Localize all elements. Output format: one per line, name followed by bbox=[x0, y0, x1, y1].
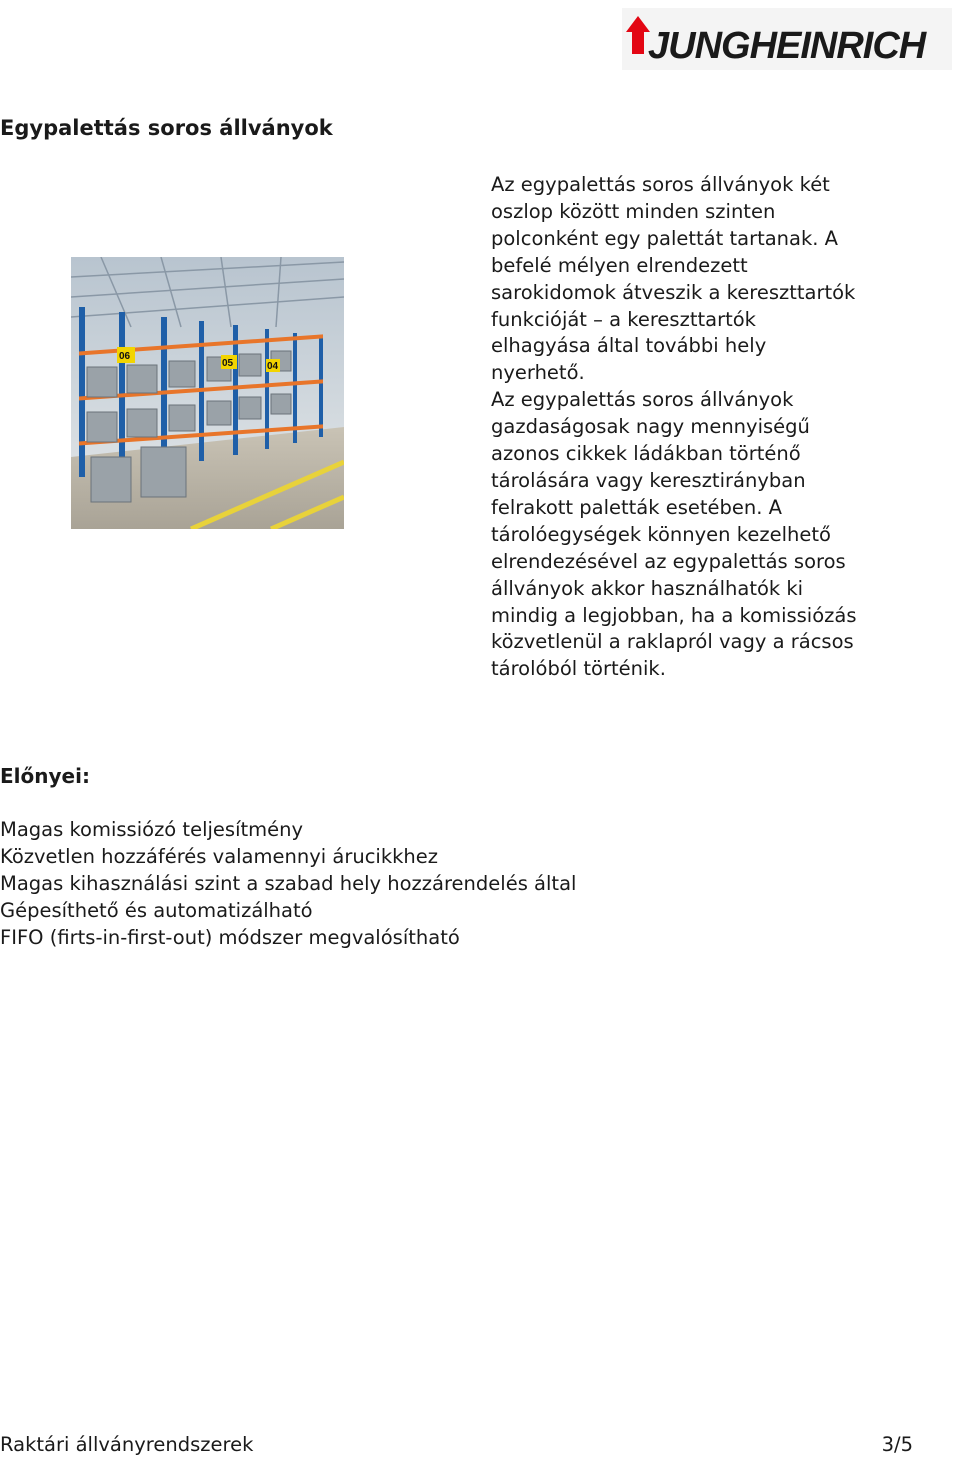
list-item: Gépesíthető és automatizálható bbox=[0, 899, 313, 922]
page-heading: Egypalettás soros állványok bbox=[0, 116, 333, 140]
text-line: gazdaságosak nagy mennyiségű bbox=[491, 415, 810, 439]
rack-label: 04 bbox=[267, 361, 279, 372]
text-line: nyerhető. bbox=[491, 361, 585, 385]
warehouse-rack-photo bbox=[71, 257, 344, 529]
list-item: FIFO (firts-in-first-out) módszer megvalósítható bbox=[0, 926, 460, 949]
list-item: Közvetlen hozzáférés valamennyi árucikkhez bbox=[0, 845, 439, 868]
jungheinrich-logo bbox=[622, 8, 952, 70]
rack-label: 05 bbox=[222, 358, 234, 369]
text-line: tárolóból történik. bbox=[491, 657, 666, 681]
text-line: funkcióját – a kereszttartók bbox=[491, 307, 756, 331]
text-line: oszlop között minden szinten bbox=[491, 199, 776, 223]
description-text bbox=[491, 172, 931, 683]
rack-label: 06 bbox=[119, 351, 131, 362]
advantages-heading: Előnyei: bbox=[0, 764, 90, 788]
text-line: felrakott paletták esetében. A bbox=[491, 495, 783, 519]
logo-text: JUNGHEINRICH bbox=[648, 25, 926, 67]
footer-title: Raktári állványrendszerek bbox=[0, 1433, 254, 1456]
text-line: elhagyása által további hely bbox=[491, 334, 767, 358]
text-line: közvetlenül a raklapról vagy a rácsos bbox=[491, 630, 854, 654]
text-line: mindig a legjobban, ha a komissiózás bbox=[491, 603, 857, 627]
list-item: Magas kihasználási szint a szabad hely hozzárendelés által bbox=[0, 872, 577, 895]
text-line: Az egypalettás soros állványok bbox=[491, 388, 794, 412]
text-line: befelé mélyen elrendezett bbox=[491, 253, 748, 277]
advantages-list bbox=[0, 816, 576, 951]
text-line: sarokidomok átveszik a kereszttartók bbox=[491, 280, 856, 304]
text-line: polconként egy palettát tartanak. A bbox=[491, 226, 839, 250]
text-line: Az egypalettás soros állványok két bbox=[491, 173, 830, 196]
page-number: 3/5 bbox=[881, 1433, 913, 1456]
text-line: elrendezésével az egypalettás soros bbox=[491, 549, 846, 573]
text-line: tárolására vagy keresztirányban bbox=[491, 468, 806, 492]
text-line: azonos cikkek ládákban történő bbox=[491, 442, 801, 466]
list-item: Magas komissiózó teljesítmény bbox=[0, 818, 304, 841]
text-line: állványok akkor használhatók ki bbox=[491, 576, 804, 600]
text-line: tárolóegységek könnyen kezelhető bbox=[491, 522, 831, 546]
